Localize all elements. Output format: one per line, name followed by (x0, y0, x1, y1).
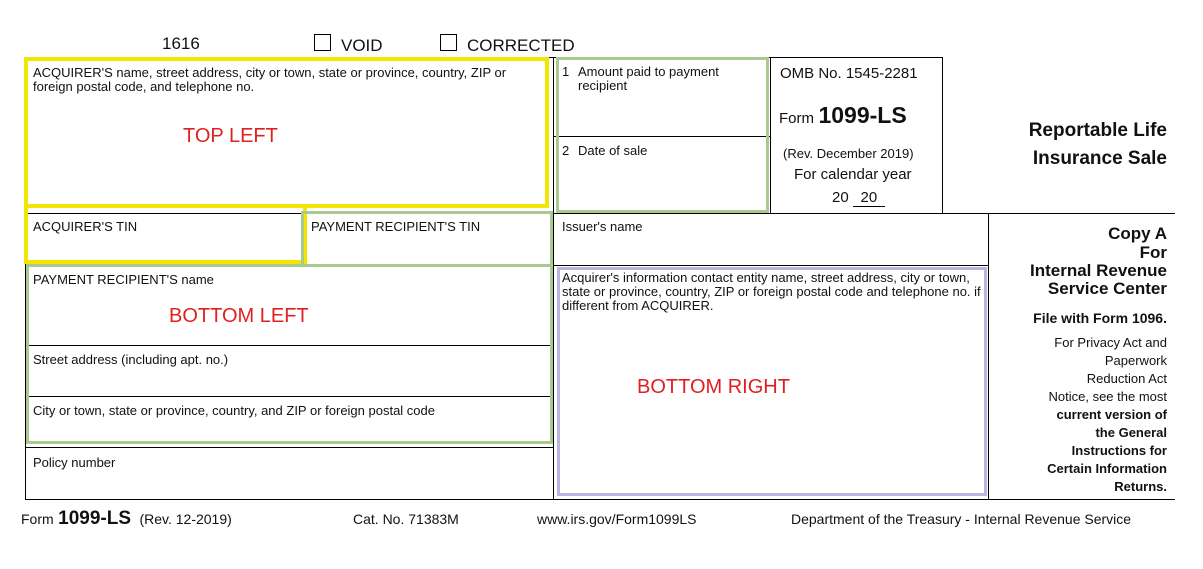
omb-number: OMB No. 1545-2281 (780, 65, 918, 82)
year-prefix: 20 (832, 189, 849, 206)
contact-entity-label: Acquirer's information contact entity name, street address, city or town, state or province, country, ZIP or foreign postal code and telephone no. if different from ACQUIRER. (562, 270, 981, 313)
corrected-label: CORRECTED (467, 36, 575, 55)
privacy-line1: For Privacy Act and (1054, 335, 1167, 350)
bottom-left-annotation: BOTTOM LEFT (169, 305, 309, 327)
footer-url[interactable]: www.irs.gov/Form1099LS (537, 511, 697, 527)
top-left-annotation: TOP LEFT (183, 125, 278, 147)
form-heading (990, 117, 1167, 173)
privacy-line4: Notice, see the most (1048, 389, 1167, 404)
recipient-tin-label: PAYMENT RECIPIENT'S TIN (311, 219, 481, 234)
form-heading-line2: Insurance Sale (1032, 148, 1167, 169)
form-heading-line1: Reportable Life (1028, 120, 1167, 141)
form-word: Form (779, 110, 814, 127)
privacy-line7: Instructions for (1071, 443, 1167, 458)
city-label: City or town, state or province, country, and ZIP or foreign postal code (33, 403, 435, 418)
footer-cat-number: Cat. No. 71383M (353, 511, 459, 527)
copy-a-line4: Service Center (1047, 279, 1167, 298)
form-id: 1099-LS (818, 102, 907, 128)
file-with-1096: File with Form 1096. (1033, 310, 1167, 326)
box2-label: Date of sale (578, 143, 648, 158)
top-left-outline-lower (24, 204, 307, 264)
privacy-line9: Returns. (1114, 479, 1167, 494)
privacy-line8: Certain Information (1047, 461, 1167, 476)
void-checkbox[interactable] (314, 34, 331, 51)
privacy-line6: the General (1095, 425, 1167, 440)
footer-revision: (Rev. 12-2019) (139, 511, 232, 527)
form-title (779, 102, 907, 129)
box1-number: 1 (562, 64, 570, 79)
copy-a-line1: Copy A (1108, 224, 1167, 243)
copy-a-heading (992, 225, 1167, 298)
privacy-line5: current version of (1056, 407, 1167, 422)
copy-a-line3: Internal Revenue (1030, 261, 1167, 280)
footer-form-word: Form (21, 511, 54, 527)
form-revision: (Rev. December 2019) (783, 146, 914, 161)
acquirer-name-label: ACQUIRER'S name, street address, city or town, state or province, country, ZIP or foreign postal code, and telephone no. (33, 65, 507, 94)
privacy-notice (992, 334, 1167, 496)
year-value: 20 (853, 189, 885, 207)
calendar-year-label: For calendar year (794, 166, 912, 183)
box2-number: 2 (562, 143, 570, 158)
recipient-name-label: PAYMENT RECIPIENT'S name (33, 272, 214, 287)
copy-a-line2: For (1139, 243, 1167, 262)
footer-form-id: 1099-LS (58, 508, 131, 529)
policy-number-label: Policy number (33, 455, 116, 470)
calendar-year (832, 189, 885, 207)
void-label: VOID (341, 36, 383, 55)
street-address-label: Street address (including apt. no.) (33, 352, 229, 367)
issuer-name-label: Issuer's name (562, 219, 643, 234)
acquirer-tin-label: ACQUIRER'S TIN (33, 219, 138, 234)
footer-form (21, 508, 232, 530)
bottom-right-annotation: BOTTOM RIGHT (637, 376, 790, 398)
box1-label: Amount paid to payment recipient (578, 64, 719, 93)
footer-department: Department of the Treasury - Internal Revenue Service (791, 511, 1132, 527)
privacy-line2: Paperwork (1104, 353, 1167, 368)
privacy-line3: Reduction Act (1086, 371, 1167, 386)
corrected-checkbox[interactable] (440, 34, 457, 51)
form-code: 1616 (162, 34, 200, 53)
